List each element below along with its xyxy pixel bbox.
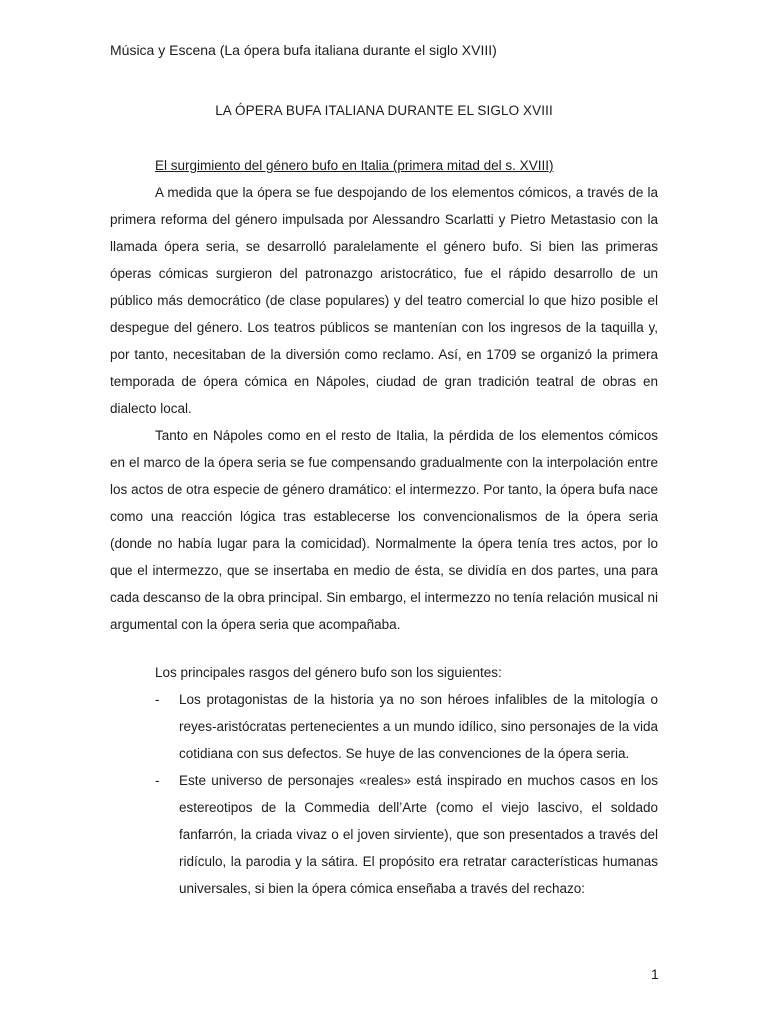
section-heading: El surgimiento del género bufo en Italia (primera mitad del s. XVIII) [155, 158, 554, 173]
document-title: LA ÓPERA BUFA ITALIANA DURANTE EL SIGLO XVIII [215, 103, 553, 118]
features-list [110, 686, 658, 902]
list-item-text: Este universo de personajes «reales» está inspirado en muchos casos en los estereotipos de la Commedia dell’Arte (como el viejo lascivo, el soldado fanfarrón, la criada vivaz o el joven sirviente), que son presentados a través del ridículo, la parodia y la sátira. El propósito era retratar características humanas universales, si bien la ópera cómica enseñaba a través del rechazo: [179, 773, 658, 896]
paragraph: Tanto en Nápoles como en el resto de Italia, la pérdida de los elementos cómicos en el marco de la ópera seria se fue compensando gradualmente con la interpolación entre los actos de otra especie de género dramático: el intermezzo. Por tanto, la ópera bufa nace como una reacción lógica tras establecerse los convencionalismos de la ópera seria (donde no había lugar para la comicidad). Normalmente la ópera tenía tres actos, por lo que el intermezzo, que se insertaba en medio de ésta, se dividía en dos partes, una para cada descanso de la obra principal. Sin embargo, el intermezzo no tenía relación musical ni argumental con la ópera seria que acompañaba. [110, 428, 658, 632]
list-item-text: Los protagonistas de la historia ya no son héroes infalibles de la mitología o reyes-aristócratas pertenecientes a un mundo idílico, sino personajes de la vida cotidiana con sus defectos. Se huye de las convenciones de la ópera seria. [179, 692, 658, 761]
running-header: Música y Escena (La ópera bufa italiana durante el siglo XVIII) [110, 42, 497, 58]
document-body [110, 152, 658, 902]
bullet-marker: - [155, 692, 160, 707]
paragraph: A medida que la ópera se fue despojando de los elementos cómicos, a través de la primera reforma del género impulsada por Alessandro Scarlatti y Pietro Metastasio con la llamada ópera seria, se desarrolló paralelamente el género bufo. Si bien las primeras óperas cómicas surgieron del patronazgo aristocrático, fue el rápido desarrollo de un público más democrático (de clase populares) y del teatro comercial lo que hizo posible el despegue del género. Los teatros públicos se mantenían con los ingresos de la taquilla y, por tanto, necesitaban de la diversión como reclamo. Así, en 1709 se organizó la primera temporada de ópera cómica en Nápoles, ciudad de gran tradición teatral de obras en dialecto local. [110, 185, 658, 416]
page-number: 1 [651, 966, 659, 982]
features-intro: Los principales rasgos del género bufo son los siguientes: [155, 665, 502, 680]
list-item [110, 767, 658, 902]
paragraph-spacer [110, 638, 658, 659]
list-item [110, 686, 658, 767]
bullet-marker: - [155, 773, 160, 788]
